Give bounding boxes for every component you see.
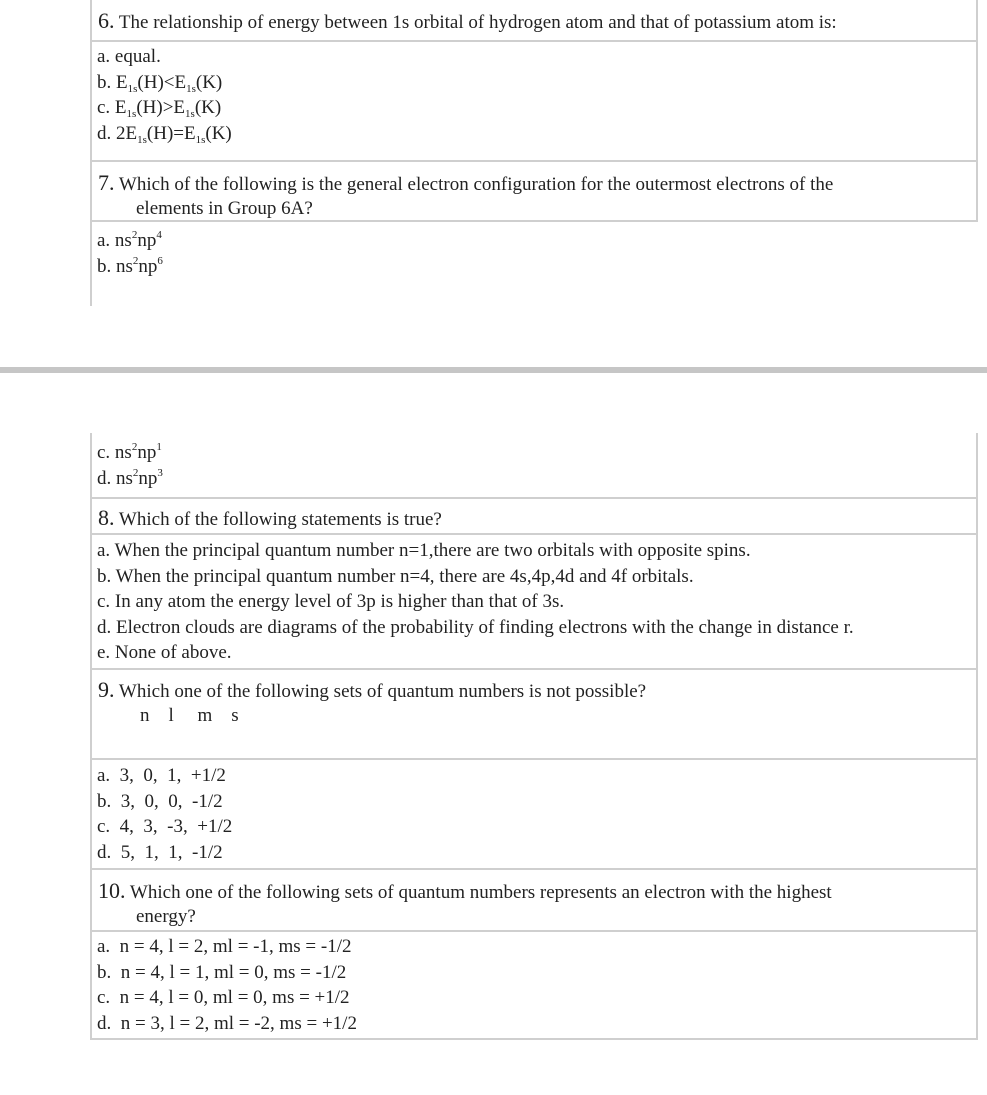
question-number: 7. [98, 170, 115, 195]
option-b: b. 3, 0, 0, -1/2 [97, 790, 223, 812]
question-8 [90, 497, 978, 535]
page-bottom [90, 433, 978, 1040]
question-10 [90, 868, 978, 932]
option-e: e. None of above. [97, 642, 232, 663]
answers-9 [90, 760, 978, 868]
question-text-line1: Which of the following is the general electron configuration for the outermost electrons of the [118, 174, 834, 195]
question-text-line2: energy? [136, 906, 196, 927]
page-top [90, 0, 978, 306]
question-6 [90, 0, 978, 42]
question-number: 6. [98, 8, 115, 33]
option-c: c. n = 4, l = 0, ml = 0, ms = +1/2 [97, 987, 350, 1008]
page-divider [0, 367, 987, 373]
option-a: a. When the principal quantum number n=1,there are two orbitals with opposite spins. [97, 540, 751, 561]
answers-7b [90, 433, 978, 497]
answers-10 [90, 932, 978, 1040]
question-7 [90, 160, 978, 222]
option-b: b. n = 4, l = 1, ml = 0, ms = -1/2 [97, 961, 347, 983]
question-text-line1: Which one of the following sets of quantum numbers represents an electron with the highest [129, 882, 832, 903]
option-d: d. 5, 1, 1, -1/2 [97, 841, 223, 863]
answers-7a [90, 222, 978, 306]
question-number: 8. [98, 505, 115, 530]
option-d: d. Electron clouds are diagrams of the probability of finding electrons with the change in distance r. [97, 616, 854, 638]
option-b: b. $E_{1s}(H)<E_{1s}(K)$ [97, 71, 223, 95]
option-a: a. equal. [97, 46, 161, 67]
question-text-line2: elements in Group 6A? [136, 198, 313, 219]
question-9 [90, 668, 978, 760]
option-a: a. $ns^2np^4$ [97, 229, 162, 251]
quantum-number-header: n l m s [140, 705, 239, 726]
question-text: The relationship of energy between 1s orbital of hydrogen atom and that of potassium atom is: [118, 12, 837, 33]
option-c: c. 4, 3, -3, +1/2 [97, 816, 233, 837]
question-text: Which of the following statements is true? [118, 509, 442, 530]
question-text: Which one of the following sets of quantum numbers is not possible? [118, 681, 647, 702]
question-number: 10. [98, 878, 126, 903]
option-d: d. $2E_{1s}(H)=E_{1s}(K)$ [97, 122, 232, 146]
question-number: 9. [98, 677, 115, 702]
answers-8 [90, 535, 978, 668]
option-d: d. n = 3, l = 2, ml = -2, ms = +1/2 [97, 1012, 357, 1034]
option-c: c. $E_{1s}(H)>E_{1s}(K)$ [97, 97, 222, 120]
answers-6 [90, 42, 978, 160]
option-c: c. $ns^2np^1$ [97, 441, 162, 463]
option-a: a. n = 4, l = 2, ml = -1, ms = -1/2 [97, 936, 352, 957]
option-b: b. $ns^2np^6$ [97, 254, 163, 277]
option-a: a. 3, 0, 1, +1/2 [97, 765, 226, 786]
option-b: b. When the principal quantum number n=4, there are 4s,4p,4d and 4f orbitals. [97, 565, 694, 587]
option-d: d. $ns^2np^3$ [97, 466, 163, 489]
option-c: c. In any atom the energy level of 3p is higher than that of 3s. [97, 591, 565, 612]
